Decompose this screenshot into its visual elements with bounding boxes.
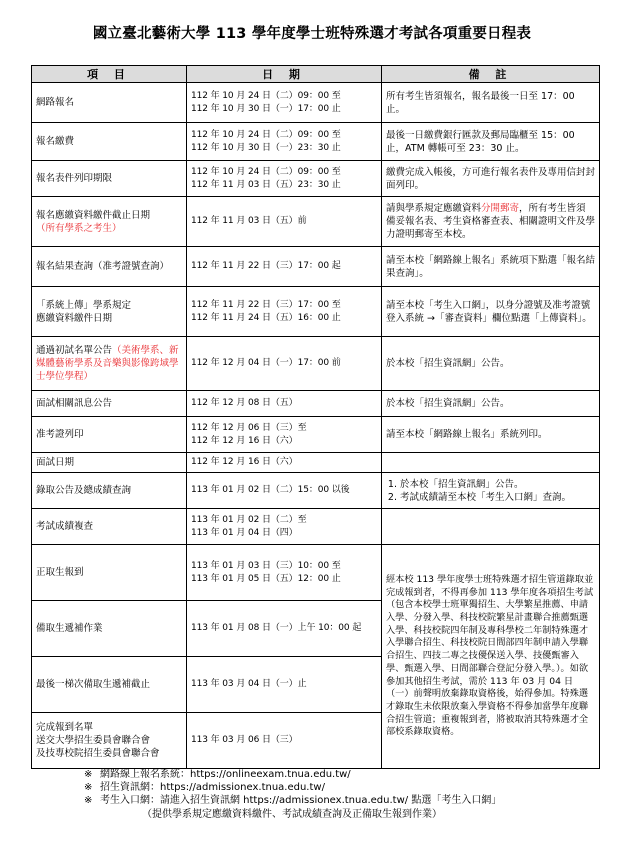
date-line: 113 年 01 月 02 日（二）至 xyxy=(191,514,307,525)
date-cell xyxy=(187,473,382,509)
page-title: 國立臺北藝術大學 113 學年度學士班特殊選才考試各項重要日程表 xyxy=(92,26,532,42)
note-cell xyxy=(382,197,600,247)
note-text: 請與學系規定應繳資料 xyxy=(386,203,482,214)
item-cell xyxy=(32,473,187,509)
item-cell xyxy=(32,247,187,287)
item-text: 正取生報到 xyxy=(36,567,84,578)
note-cell: 於本校「招生資訊網」公告。 xyxy=(382,391,600,417)
note-cell: 請至本校「網路線上報名」系統項下點選「報名結果查詢」。 xyxy=(382,247,600,287)
date-line: 113 年 01 月 02 日（二）15：00 以後 xyxy=(191,485,350,495)
note-cell: 繳費完成入帳後，方可進行報名表件及專用信封封面列印。 xyxy=(382,161,600,197)
schedule-table xyxy=(31,65,600,769)
table-row xyxy=(32,287,600,337)
reference-mark: ※ xyxy=(84,782,93,794)
date-cell xyxy=(187,601,382,657)
table-row xyxy=(32,337,600,391)
date-line: 112 年 10 月 24 日（二）09：00 至 xyxy=(191,90,341,101)
date-cell xyxy=(187,545,382,601)
item-text: 報名結果查詢（准考證號查詢） xyxy=(36,261,170,272)
date-line: 112 年 12 月 06 日（三）至 xyxy=(191,422,307,433)
date-cell xyxy=(187,83,382,123)
item-text: 應繳資料繳件日期 xyxy=(36,312,113,324)
header-note: 備 註 xyxy=(382,66,600,83)
note-cell: 所有考生皆須報名，報名最後一日至 17：00 止。 xyxy=(382,83,600,123)
date-line: 112 年 11 月 03 日（五）23：30 止 xyxy=(191,179,341,190)
date-line: 113 年 01 月 04 日（四） xyxy=(191,527,298,538)
item-cell xyxy=(32,161,187,197)
item-red-text: （所有學系之考生） xyxy=(36,222,122,234)
date-line: 112 年 12 月 04 日（一）17：00 前 xyxy=(191,358,341,368)
item-text: 完成報到名單 xyxy=(36,722,94,733)
date-cell xyxy=(187,453,382,473)
item-text: 備取生遞補作業 xyxy=(36,623,103,634)
date-cell xyxy=(187,509,382,545)
item-text: 准考證列印 xyxy=(36,429,84,440)
header-date: 日 期 xyxy=(187,66,382,83)
footnote-text[interactable]: 網路線上報名系統：https://onlineexam.tnua.edu.tw/ xyxy=(100,769,351,780)
note-cell: 請至本校「網路線上報名」系統列印。 xyxy=(382,417,600,453)
note-cell: 最後一日繳費銀行匯款及郵局臨櫃至 15：00 止，ATM 轉帳可至 23：30 止。 xyxy=(382,123,600,161)
item-cell xyxy=(32,287,187,337)
item-text: 通過初試名單公告 xyxy=(36,345,113,356)
item-text: 報名表件列印期限 xyxy=(36,173,113,184)
item-cell xyxy=(32,391,187,417)
date-line: 113 年 03 月 04 日（一）止 xyxy=(191,679,307,689)
footnotes xyxy=(84,768,604,821)
table-header-row xyxy=(32,66,600,83)
table-row xyxy=(32,247,600,287)
item-text: 最後一梯次備取生遞補截止 xyxy=(36,679,151,690)
item-cell xyxy=(32,509,187,545)
date-line: 112 年 12 月 08 日（五） xyxy=(191,398,298,408)
item-cell xyxy=(32,123,187,161)
date-line: 112 年 11 月 22 日（三）17：00 至 xyxy=(191,299,341,310)
date-line: 113 年 01 月 03 日（三）10：00 至 xyxy=(191,560,341,571)
item-text: 送交大學招生委員會聯合會 xyxy=(36,735,151,746)
footnote-registration-system xyxy=(84,768,604,781)
table-row xyxy=(32,197,600,247)
item-text: 面試日期 xyxy=(36,457,75,468)
item-cell xyxy=(32,453,187,473)
item-cell xyxy=(32,83,187,123)
footnote-text[interactable]: 考生入口網：請進入招生資訊網 https://admissionex.tnua.edu.tw/ 點選「考生入口網」 xyxy=(100,795,502,807)
reference-mark: ※ xyxy=(84,795,93,807)
table-row xyxy=(32,123,600,161)
table-row xyxy=(32,83,600,123)
item-cell xyxy=(32,545,187,601)
date-cell xyxy=(187,247,382,287)
reference-mark: ※ xyxy=(84,769,93,780)
item-text: 錄取公告及總成績查詢 xyxy=(36,485,132,496)
item-text: 報名應繳資料繳件截止日期 xyxy=(36,209,151,221)
date-cell xyxy=(187,161,382,197)
note-cell xyxy=(382,473,600,509)
item-text: 網路報名 xyxy=(36,97,75,108)
note-list-item: 2. 考試成績請至本校「考生入口網」查詢。 xyxy=(400,491,595,504)
date-cell xyxy=(187,123,382,161)
item-text: 及技專校院招生委員會聯合會 xyxy=(36,748,160,759)
date-cell xyxy=(187,337,382,391)
date-line: 113 年 01 月 05 日（五）12：00 止 xyxy=(191,573,341,584)
table-row xyxy=(32,509,600,545)
note-cell: 於本校「招生資訊網」公告。 xyxy=(382,337,600,391)
item-cell xyxy=(32,657,187,713)
header-item: 項 目 xyxy=(32,66,187,83)
item-cell xyxy=(32,337,187,391)
item-cell xyxy=(32,197,187,247)
note-list-item: 1. 於本校「招生資訊網」公告。 xyxy=(400,478,595,491)
table-row xyxy=(32,161,600,197)
item-text: 面試相關訊息公告 xyxy=(36,398,113,409)
table-row xyxy=(32,453,600,473)
date-cell xyxy=(187,417,382,453)
date-line: 112 年 10 月 24 日（二）09：00 至 xyxy=(191,166,341,177)
date-cell xyxy=(187,197,382,247)
item-cell xyxy=(32,713,187,769)
date-line: 112 年 11 月 24 日（五）16：00 止 xyxy=(191,312,341,323)
item-cell xyxy=(32,417,187,453)
item-text: 考試成績複查 xyxy=(36,521,94,532)
footnote-text[interactable]: 招生資訊網：https://admissionex.tnua.edu.tw/ xyxy=(100,782,325,794)
note-cell xyxy=(382,509,600,545)
footnote-subtext: （提供學系規定應繳資料繳件、考試成績查詢及正備取生報到作業） xyxy=(142,808,442,820)
table-row xyxy=(32,545,600,601)
footnote-admission-info xyxy=(84,781,604,794)
item-text: 報名繳費 xyxy=(36,136,75,147)
date-line: 113 年 03 月 06 日（三） xyxy=(191,735,298,745)
date-line: 112 年 11 月 03 日（五）前 xyxy=(191,216,307,226)
date-line: 113 年 01 月 08 日（一）上午 10：00 起 xyxy=(191,623,362,633)
date-line: 112 年 12 月 16 日（六） xyxy=(191,457,298,467)
note-cell: 請至本校「考生入口網」，以身分證號及准考證號登入系統 →「審查資料」欄位點選「上傳資料」。 xyxy=(382,287,600,337)
item-red-text: （美術學系、新媒體藝術學系及音樂與影像跨域學士學位學程） xyxy=(36,345,179,382)
item-text: 「系統上傳」學系規定 xyxy=(36,299,132,311)
table-row xyxy=(32,417,600,453)
note-red-text: 分開郵寄 xyxy=(481,203,520,214)
date-line: 112 年 10 月 30 日（一）23：30 止 xyxy=(191,142,341,153)
table-row xyxy=(32,391,600,417)
date-cell xyxy=(187,713,382,769)
date-line: 112 年 12 月 16 日（六） xyxy=(191,435,298,446)
merged-note-cell: 經本校 113 學年度學士班特殊選才招生管道錄取並完成報到者，不得再參加 113 學年度各項招生考試（包含本校學士班單獨招生、大學繁星推薦、申請入學、分發入學、科技校院繁星計畫聯合推薦甄選入學、科技校院四年制及專科學校二年制特殊選才入學聯合招生、科技校院日間部四年制申請入學聯合招生、四技二專之技優保送入學、技優甄審入學、甄選入學、日間部聯合登記分發入學。）。如欲參加其他招生考試，需於 113 年 03 月 04 日（一）前聲明放棄錄取資格後，始得參加。特殊選才錄取生未依限放棄入學資格不得參加當學年度聯合招生管道；重複報到者，將被取消其特殊選才全部校系錄取資格。 xyxy=(382,545,600,769)
date-cell xyxy=(187,657,382,713)
table-row xyxy=(32,473,600,509)
footnote-applicant-portal xyxy=(84,794,604,807)
date-cell xyxy=(187,287,382,337)
note-cell xyxy=(382,453,600,473)
note-text: ，所有考生皆須備妥報名表、考生資格審查表、相關證明文件及學力證明郵寄至本校。 xyxy=(386,203,596,240)
item-cell xyxy=(32,601,187,657)
note-list xyxy=(386,478,595,504)
date-line: 112 年 11 月 22 日（三）17：00 起 xyxy=(191,261,341,271)
date-line: 112 年 10 月 24 日（二）09：00 至 xyxy=(191,129,341,140)
date-cell xyxy=(187,391,382,417)
date-line: 112 年 10 月 30 日（一）17：00 止 xyxy=(191,103,341,114)
